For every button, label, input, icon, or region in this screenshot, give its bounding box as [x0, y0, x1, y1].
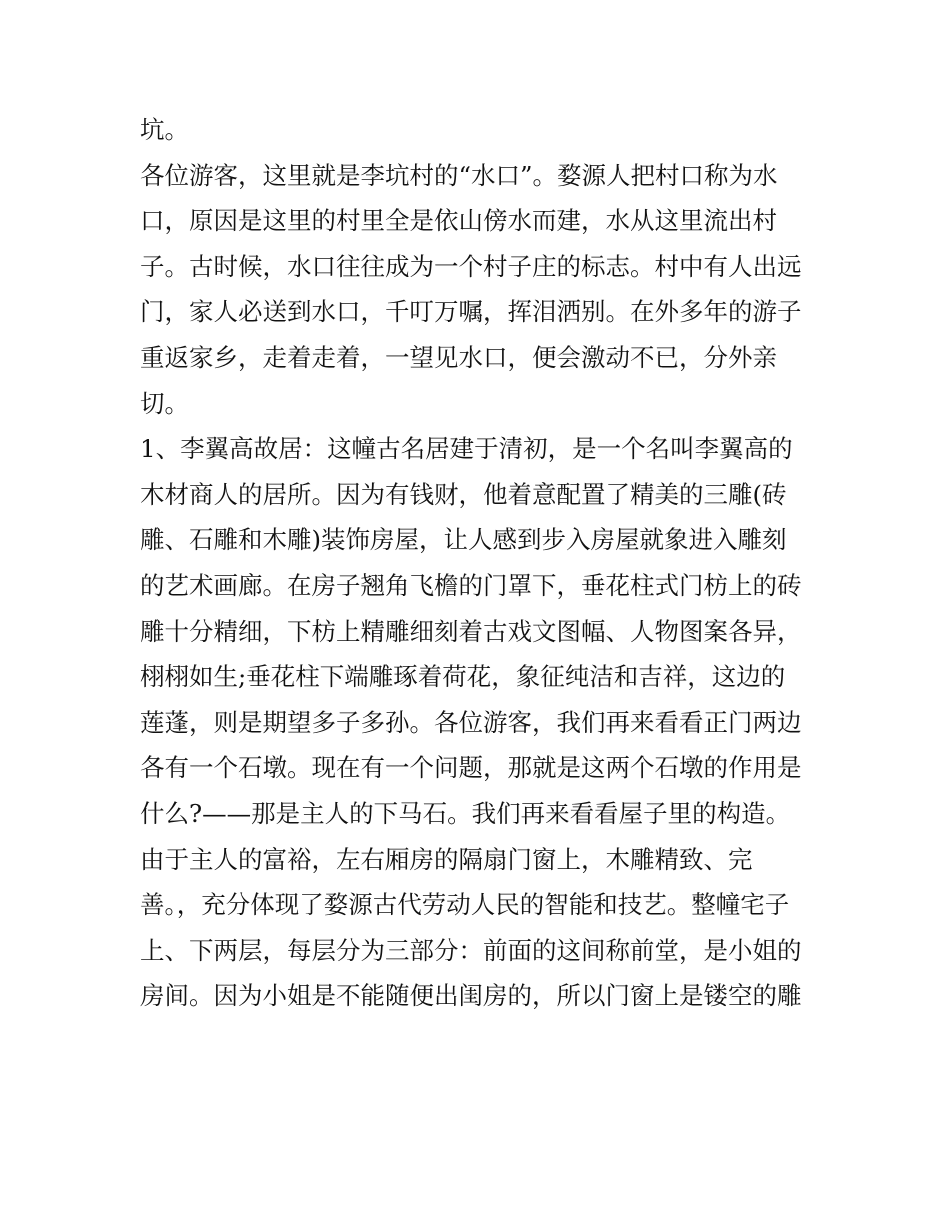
text-line: 各有一个石墩。现在有一个问题，那就是这两个石墩的作用是: [140, 753, 802, 783]
text-line: 莲蓬，则是期望多子多孙。各位游客，我们再来看看正门两边: [140, 707, 802, 737]
text-line: 由于主人的富裕，左右厢房的隔扇门窗上，木雕精致、完: [140, 844, 753, 874]
text-line: 木材商人的居所。因为有钱财，他着意配置了精美的三雕(砖: [140, 479, 787, 509]
text-line: 善。，充分体现了婺源古代劳动人民的智能和技艺。整幢宅子: [140, 890, 790, 920]
body-text: [140, 107, 820, 1019]
text-line: 雕、石雕和木雕)装饰房屋，让人感到步入房屋就象进入雕刻: [140, 525, 787, 555]
text-line: 切。: [140, 388, 189, 418]
text-line: 房间。因为小姐是不能随便出闺房的，所以门窗上是镂空的雕: [140, 981, 802, 1011]
text-line: 1、李翼高故居：这幢古名居建于清初，是一个名叫李翼高的: [140, 434, 793, 464]
text-line: 子。古时候，水口往往成为一个村子庄的标志。村中有人出远: [140, 251, 802, 281]
text-line: 什么?——那是主人的下马石。我们再来看看屋子里的构造。: [140, 798, 791, 828]
text-line: 坑。: [140, 115, 189, 144]
text-line: 各位游客，这里就是李坑村的“水口”。婺源人把村口称为水: [140, 160, 778, 190]
text-line: 上、下两层，每层分为三部分：前面的这间称前堂，是小姐的: [140, 935, 802, 965]
text-line: 门，家人必送到水口，千叮万嘱，挥泪洒别。在外多年的游子: [140, 297, 802, 327]
text-line: 重返家乡，走着走着，一望见水口，便会激动不已，分外亲: [140, 342, 777, 372]
text-line: 口，原因是这里的村里全是依山傍水而建，水从这里流出村: [140, 206, 777, 236]
text-line: 栩栩如生;垂花柱下端雕琢着荷花，象征纯洁和吉祥，这边的: [140, 662, 786, 692]
text-line: 的艺术画廊。在房子翘角飞檐的门罩下，垂花柱式门枋上的砖: [140, 570, 802, 600]
text-line: 雕十分精细，下枋上精雕细刻着古戏文图幅、人物图案各异，: [140, 616, 802, 646]
